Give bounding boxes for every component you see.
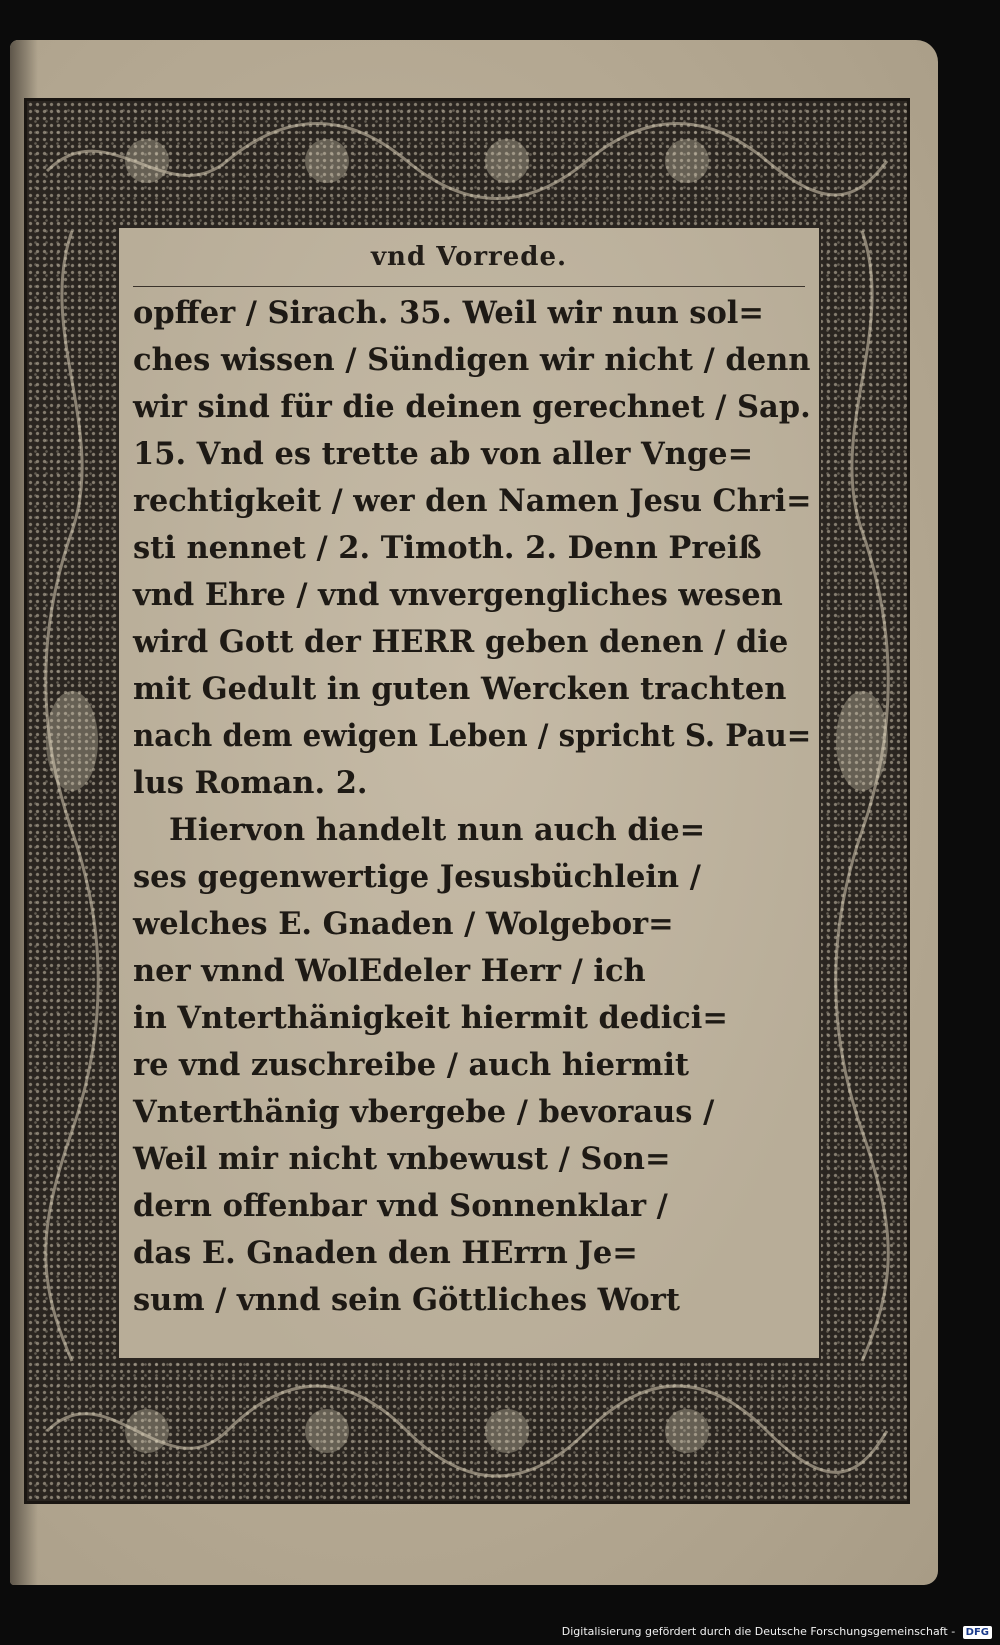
text-line: 15. Vnd es trette ab von aller Vnge=	[133, 436, 754, 472]
text-line: Vnterthänig vbergebe / bevoraus /	[133, 1094, 715, 1130]
text-line: wird Gott der HERR geben denen / die	[133, 624, 789, 660]
dfg-logo: DFG	[963, 1626, 992, 1639]
text-line: in Vnterthänigkeit hiermit dedici=	[133, 1000, 728, 1036]
credit-text: Digitalisierung gefördert durch die Deutsche Forschungsgemeinschaft	[561, 1625, 948, 1638]
text-line: welches E. Gnaden / Wolgebor=	[133, 906, 674, 942]
digitization-credit: Digitalisierung gefördert durch die Deutsche Forschungsgemeinschaft - DFG	[562, 1625, 992, 1639]
text-line: lus Roman. 2.	[133, 765, 368, 801]
text-line: sum / vnnd sein Göttliches Wort	[133, 1282, 680, 1318]
head-rule	[133, 286, 805, 287]
running-head: vnd Vorrede.	[370, 242, 568, 272]
text-line: Weil mir nicht vnbewust / Son=	[133, 1141, 671, 1177]
text-line: rechtigkeit / wer den Namen Jesu Chri=	[133, 483, 812, 519]
text-line: vnd Ehre / vnd vnvergengliches wesen	[133, 577, 783, 613]
book-page	[10, 40, 938, 1585]
text-line: ses gegenwertige Jesusbüchlein /	[133, 859, 701, 895]
text-line: sti nennet / 2. Timoth. 2. Denn Preiß	[133, 530, 762, 566]
text-line: ner vnnd WolEdeler Herr / ich	[133, 953, 646, 989]
ornamental-border	[24, 98, 910, 1504]
text-block	[117, 226, 821, 1360]
text-line: wir sind für die deinen gerechnet / Sap.	[133, 389, 811, 425]
text-line: dern offenbar vnd Sonnenklar /	[133, 1188, 668, 1224]
text-line: Hiervon handelt nun auch die=	[169, 812, 706, 848]
text-line: mit Gedult in guten Wercken trachten	[133, 671, 787, 707]
text-line: ches wissen / Sündigen wir nicht / denn	[133, 342, 811, 378]
body-text	[133, 290, 813, 1324]
text-line: re vnd zuschreibe / auch hiermit	[133, 1047, 689, 1083]
text-line: nach dem ewigen Leben / spricht S. Pau=	[133, 718, 812, 754]
text-line: das E. Gnaden den HErrn Je=	[133, 1235, 638, 1271]
text-line: opffer / Sirach. 35. Weil wir nun sol=	[133, 295, 764, 331]
